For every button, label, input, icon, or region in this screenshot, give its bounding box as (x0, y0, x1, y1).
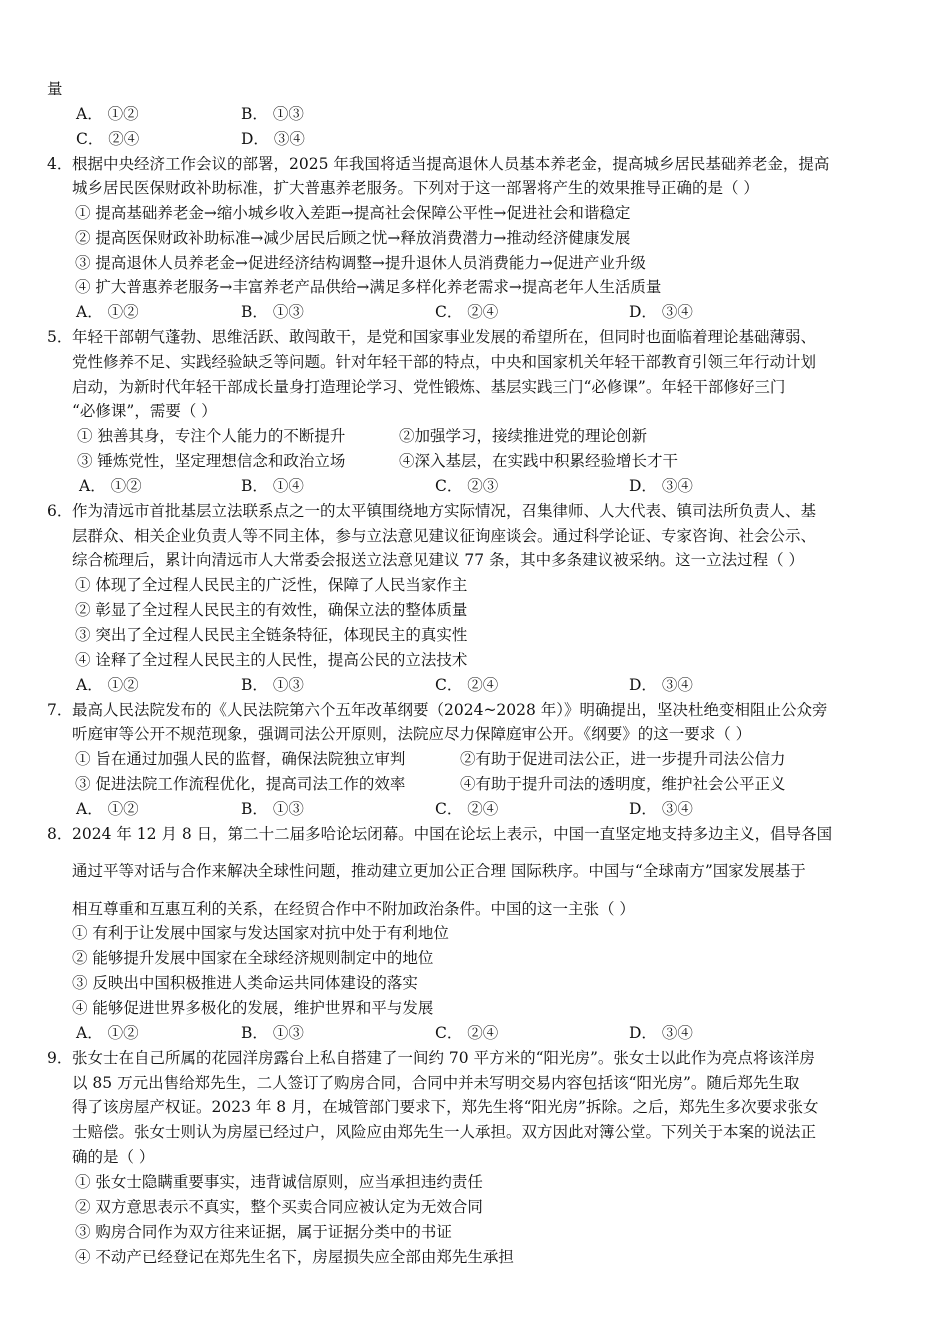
q6-statement-3: ③ 突出了全过程人民民主全链条特征，体现民主的真实性 (75, 626, 468, 644)
q3-option-b[interactable]: B． ①③ (241, 105, 304, 123)
q5-stem-line-3: 启动，为新时代年轻干部成长量身打造理论学习、党性锻炼、基层实践三门“必修课”。年轻干部修好三门 (72, 378, 786, 396)
q4-statement-2: ② 提高医保财政补助标准→减少居民后顾之忧→释放消费潜力→推动经济健康发展 (75, 229, 631, 247)
q7-option-b[interactable]: B． ①③ (241, 800, 304, 818)
q7-option-a[interactable]: A． ①② (76, 800, 139, 818)
q8-option-a[interactable]: A． ①② (76, 1024, 139, 1042)
q7-number: 7． (47, 701, 73, 719)
q6-option-b[interactable]: B． ①③ (241, 676, 304, 694)
q6-statement-2: ② 彰显了全过程人民民主的有效性，确保立法的整体质量 (75, 601, 468, 619)
q9-stem-line-3: 得了该房屋产权证。2023 年 8 月，在城管部门要求下，郑先生将“阳光房”拆除。之后，郑先生多次要求张女 (72, 1098, 819, 1116)
q4-stem-line-1: 根据中央经济工作会议的部署，2025 年我国将适当提高退休人员基本养老金，提高城乡居民基础养老金，提高 (72, 155, 830, 173)
q6-number: 6． (47, 502, 73, 520)
q7-options (76, 798, 796, 820)
q8-stem-line-2: 通过平等对话与合作来解决全球性问题，推动建立更加公正合理 国际秩序。中国与“全球南方”国家发展基于 (72, 862, 806, 880)
q9-statement-3: ③ 购房合同作为双方往来证据，属于证据分类中的书证 (75, 1223, 452, 1241)
q4-options (76, 301, 796, 323)
q9-stem-line-5: 确的是（ ） (72, 1148, 155, 1166)
q9-stem-line-1: 张女士在自己所属的花园洋房露台上私自搭建了一间约 70 平方米的“阳光房”。张女士以此作为亮点将该洋房 (72, 1049, 815, 1067)
q9-statement-2: ② 双方意思表示不真实，整个买卖合同应被认定为无效合同 (75, 1198, 483, 1216)
q8-stem-line-3: 相互尊重和互惠互利的关系，在经贸合作中不附加政治条件。中国的这一主张（ ） (72, 900, 635, 918)
q4-option-b[interactable]: B． ①③ (241, 303, 304, 321)
q5-statement-1: ① 独善其身，专注个人能力的不断提升 (77, 427, 346, 445)
q3-option-d[interactable]: D． ③④ (241, 130, 305, 148)
q7-statement-4: ④有助于提升司法的透明度，维护社会公平正义 (460, 775, 786, 793)
q8-option-d[interactable]: D． ③④ (629, 1024, 693, 1042)
q6-stem-line-3: 综合梳理后，累计向清远市人大常委会报送立法意见建议 77 条，其中多条建议被采纳。这一立法过程（ ） (72, 551, 805, 569)
q3-option-c[interactable]: C． ②④ (76, 130, 140, 148)
q7-stem-line-2: 听庭审等公开不规范现象，强调司法公开原则，法院应尽力保障庭审公开。《纲要》的这一要求（ ） (72, 725, 752, 743)
q6-option-d[interactable]: D． ③④ (629, 676, 693, 694)
q5-stem-line-1: 年轻干部朝气蓬勃、思维活跃、敢闯敢干，是党和国家事业发展的希望所在，但同时也面临着理论基础薄弱、 (72, 328, 817, 346)
q7-stem-line-1: 最高人民法院发布的《人民法院第六个五年改革纲要（2024~2028 年）》明确提出，坚决杜绝变相阻止公众旁 (72, 701, 828, 719)
q5-stem-line-2: 党性修养不足、实践经验缺乏等问题。针对年轻干部的特点，中央和国家机关年轻干部教育引领三年行动计划 (72, 353, 817, 371)
q6-statement-4: ④ 诠释了全过程人民民主的人民性，提高公民的立法技术 (75, 651, 468, 669)
q5-number: 5． (47, 328, 73, 346)
q4-number: 4． (47, 155, 73, 173)
q6-stem-line-2: 层群众、相关企业负责人等不同主体，参与立法意见建议征询座谈会。通过科学论证、专家咨询、社会公示、 (72, 527, 817, 545)
q8-options (76, 1022, 796, 1044)
q5-statement-4: ④深入基层，在实践中积累经验增长才干 (399, 452, 679, 470)
q3-options-row-1 (76, 103, 376, 125)
q8-option-b[interactable]: B． ①③ (241, 1024, 304, 1042)
q8-option-c[interactable]: C． ②④ (435, 1024, 499, 1042)
q3-stem-tail: 量 (47, 80, 63, 98)
q6-statement-1: ① 体现了全过程人民民主的广泛性，保障了人民当家作主 (75, 576, 468, 594)
q4-stem-line-2: 城乡居民医保财政补助标准，扩大普惠养老服务。下列对于这一部署将产生的效果推导正确的是（ ） (72, 179, 759, 197)
q5-option-a[interactable]: A． ①② (79, 477, 142, 495)
q6-options (76, 674, 796, 696)
q4-option-c[interactable]: C． ②④ (435, 303, 499, 321)
q8-statement-3: ③ 反映出中国积极推进人类命运共同体建设的落实 (72, 974, 418, 992)
q9-statement-1: ① 张女士隐瞒重要事实，违背诚信原则，应当承担违约责任 (75, 1173, 483, 1191)
q7-option-c[interactable]: C． ②④ (435, 800, 499, 818)
q5-option-d[interactable]: D． ③④ (629, 477, 693, 495)
q3-options-row-2 (76, 128, 376, 150)
q6-option-c[interactable]: C． ②④ (435, 676, 499, 694)
q3-option-a[interactable]: A． ①② (76, 105, 139, 123)
q6-stem-line-1: 作为清远市首批基层立法联系点之一的太平镇围绕地方实际情况，召集律师、人大代表、镇司法所负责人、基 (72, 502, 817, 520)
q7-statement-2: ②有助于促进司法公正，进一步提升司法公信力 (460, 750, 786, 768)
q5-statement-3: ③ 锤炼党性，坚定理想信念和政治立场 (77, 452, 346, 470)
q8-number: 8． (47, 825, 73, 843)
q7-option-d[interactable]: D． ③④ (629, 800, 693, 818)
q8-statement-2: ② 能够提升发展中国家在全球经济规则制定中的地位 (72, 949, 434, 967)
q8-stem-line-1: 2024 年 12 月 8 日，第二十二届多哈论坛闭幕。中国在论坛上表示，中国一直坚定地支持多边主义，倡导各国 (72, 825, 833, 843)
q4-statement-1: ① 提高基础养老金→缩小城乡收入差距→提高社会保障公平性→促进社会和谐稳定 (75, 204, 631, 222)
q5-statement-2: ②加强学习，接续推进党的理论创新 (399, 427, 648, 445)
q5-options (79, 475, 799, 497)
q7-statement-3: ③ 促进法院工作流程优化，提高司法工作的效率 (75, 775, 406, 793)
q8-statement-1: ① 有利于让发展中国家与发达国家对抗中处于有利地位 (72, 924, 449, 942)
q9-stem-line-4: 士赔偿。张女士则认为房屋已经过户，风险应由郑先生一人承担。双方因此对簿公堂。下列关于本案的说法正 (72, 1123, 817, 1141)
q4-option-a[interactable]: A． ①② (76, 303, 139, 321)
q4-statement-4: ④ 扩大普惠养老服务→丰富养老产品供给→满足多样化养老需求→提高老年人生活质量 (75, 278, 662, 296)
q7-statement-1: ① 旨在通过加强人民的监督，确保法院独立审判 (75, 750, 406, 768)
q5-option-b[interactable]: B． ①④ (241, 477, 304, 495)
q9-stem-line-2: 以 85 万元出售给郑先生，二人签订了购房合同，合同中并未写明交易内容包括该“阳光房”。随后郑先生取 (72, 1074, 800, 1092)
q4-option-d[interactable]: D． ③④ (629, 303, 693, 321)
q4-statement-3: ③ 提高退休人员养老金→促进经济结构调整→提升退休人员消费能力→促进产业升级 (75, 254, 646, 272)
q5-option-c[interactable]: C． ②③ (435, 477, 499, 495)
q9-statement-4: ④ 不动产已经登记在郑先生名下，房屋损失应全部由郑先生承担 (75, 1248, 514, 1266)
q5-stem-line-4: “必修课”，需要（ ） (72, 402, 217, 420)
q6-option-a[interactable]: A． ①② (76, 676, 139, 694)
q8-statement-4: ④ 能够促进世界多极化的发展，维护世界和平与发展 (72, 999, 434, 1017)
q9-number: 9． (47, 1049, 73, 1067)
